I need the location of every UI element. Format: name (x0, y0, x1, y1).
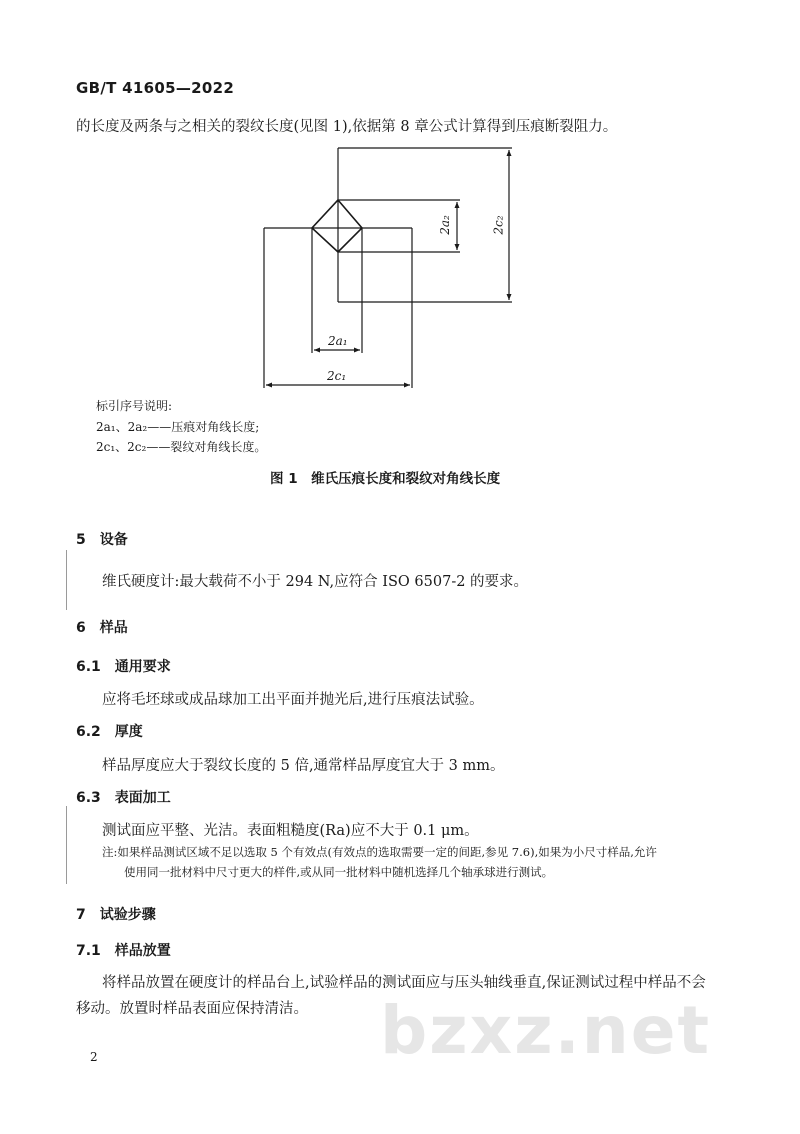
section-6-3-title: 6.3 表面加工 (76, 790, 171, 806)
legend-line-2: 2c₁、2c₂——裂纹对角线长度。 (96, 440, 267, 454)
section-6-2-title: 6.2 厚度 (76, 724, 143, 740)
label-2a1: 2a₁ (328, 334, 348, 348)
section-5-body: 维氏硬度计:最大载荷不小于 294 N,应符合 ISO 6507-2 的要求。 (102, 574, 529, 590)
figure-caption: 图 1 维氏压痕长度和裂纹对角线长度 (270, 471, 501, 487)
standard-code-header: GB/T 41605—2022 (76, 79, 235, 97)
legend-title: 标引序号说明: (96, 399, 173, 413)
section-6-title: 6 样品 (76, 620, 128, 636)
section-6-3-note-line-2: 使用同一批材料中尺寸更大的样件,或从同一批材料中随机选择几个轴承球进行测试。 (124, 865, 554, 879)
section-6-2-body: 样品厚度应大于裂纹长度的 5 倍,通常样品厚度宜大于 3 mm。 (102, 758, 505, 774)
section-7-title: 7 试验步骤 (76, 907, 156, 923)
section-7-1-title: 7.1 样品放置 (76, 943, 171, 959)
section-7-1-body-line-1: 将样品放置在硬度计的样品台上,试验样品的测试面应与压头轴线垂直,保证测试过程中样品不会 (102, 975, 706, 991)
section-5-title: 5 设备 (76, 532, 128, 548)
legend-line-1: 2a₁、2a₂——压痕对角线长度; (96, 420, 260, 434)
section-6-3-note-line-1: 注:如果样品测试区域不足以选取 5 个有效点(有效点的选取需要一定的间距,参见 7.6),如果为小尺寸样品,允许 (102, 845, 657, 859)
intro-paragraph: 的长度及两条与之相关的裂纹长度(见图 1),依据第 8 章公式计算得到压痕断裂阻力。 (76, 119, 618, 135)
label-2a2: 2a₂ (437, 215, 452, 235)
page-number: 2 (90, 1050, 98, 1064)
section-6-3-body: 测试面应平整、光洁。表面粗糙度(Ra)应不大于 0.1 μm。 (102, 823, 479, 839)
watermark: bzxz.net (380, 992, 712, 1069)
label-2c2: 2c₂ (491, 215, 506, 235)
section-6-1-title: 6.1 通用要求 (76, 659, 171, 675)
label-2c1: 2c₁ (327, 369, 347, 383)
indentation-diamond (312, 200, 362, 252)
change-bar (66, 550, 67, 610)
change-bar (66, 806, 67, 884)
section-6-1-body: 应将毛坯球或成品球加工出平面并抛光后,进行压痕法试验。 (102, 692, 484, 708)
section-7-1-body-line-2: 移动。放置时样品表面应保持清洁。 (76, 1001, 308, 1017)
